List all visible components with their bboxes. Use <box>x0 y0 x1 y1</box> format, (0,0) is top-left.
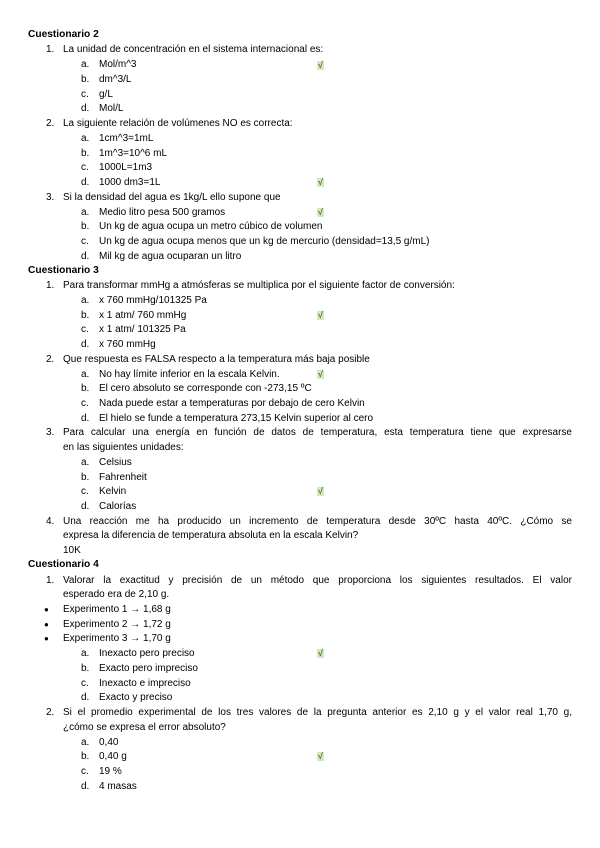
question-text: en las siguientes unidades: <box>63 442 184 453</box>
question-text: Valorar la exactitud y precisión de un método que proporciona los siguientes resultados. El valor <box>63 575 572 586</box>
option-letter: b. <box>81 148 90 159</box>
option-letter: d. <box>81 103 90 114</box>
bullet-icon: ● <box>44 605 49 614</box>
option-letter: c. <box>81 678 89 689</box>
option-text: Inexacto pero preciso <box>99 648 195 659</box>
option-text: 1cm^3=1mL <box>99 133 154 144</box>
option-letter: c. <box>81 236 89 247</box>
option-text: 1000 dm3=1L <box>99 177 161 188</box>
option-letter: d. <box>81 501 90 512</box>
question-text: Si la densidad del agua es 1kg/L ello supone que <box>63 192 281 203</box>
question-number: 1. <box>46 575 55 586</box>
option-letter: d. <box>81 413 90 424</box>
option-letter: d. <box>81 781 90 792</box>
option-text: 0,40 <box>99 737 119 748</box>
option-letter: b. <box>81 221 90 232</box>
correct-check-icon: √ <box>318 486 323 496</box>
option-letter: a. <box>81 737 90 748</box>
option-letter: a. <box>81 133 90 144</box>
option-text: x 1 atm/ 101325 Pa <box>99 324 186 335</box>
option-text: 4 masas <box>99 781 137 792</box>
question-text: Si el promedio experimental de los tres valores de la pregunta anterior es 2,10 g y el valor real 1,70 g, <box>63 707 572 718</box>
correct-check-icon: √ <box>318 177 323 187</box>
option-letter: a. <box>81 207 90 218</box>
section-title: Cuestionario 4 <box>28 559 99 570</box>
correct-check-icon: √ <box>318 207 323 217</box>
option-text: 1m^3=10^6 mL <box>99 148 168 159</box>
question-number: 1. <box>46 280 55 291</box>
option-text: x 760 mmHg/101325 Pa <box>99 295 207 306</box>
option-text: Inexacto e impreciso <box>99 678 191 689</box>
option-text: x 760 mmHg <box>99 339 156 350</box>
option-letter: d. <box>81 339 90 350</box>
bullet-text: Experimento 3 → 1,70 g <box>63 633 171 644</box>
correct-check-icon: √ <box>318 751 323 761</box>
question-number: 2. <box>46 354 55 365</box>
bullet-icon: ● <box>44 634 49 643</box>
option-letter: a. <box>81 369 90 380</box>
option-letter: c. <box>81 324 89 335</box>
question-text: La unidad de concentración en el sistema internacional es: <box>63 44 324 55</box>
option-text: dm^3/L <box>99 74 132 85</box>
question-number: 4. <box>46 516 55 527</box>
option-letter: b. <box>81 310 90 321</box>
option-letter: d. <box>81 692 90 703</box>
option-text: 1000L=1m3 <box>99 162 153 173</box>
option-letter: c. <box>81 486 89 497</box>
option-letter: c. <box>81 89 89 100</box>
option-text: Exacto pero impreciso <box>99 663 198 674</box>
question-text: Para transformar mmHg a atmósferas se multiplica por el siguiente factor de conversión: <box>63 280 455 291</box>
option-text: El hielo se funde a temperatura 273,15 Kelvin superior al cero <box>99 413 374 424</box>
question-text: expresa la diferencia de temperatura absoluta en la escala Kelvin? <box>63 530 359 541</box>
option-letter: c. <box>81 766 89 777</box>
option-letter: a. <box>81 295 90 306</box>
option-text: Nada puede estar a temperaturas por debajo de cero Kelvin <box>99 398 365 409</box>
option-letter: a. <box>81 457 90 468</box>
bullet-text: Experimento 1 → 1,68 g <box>63 604 171 615</box>
option-text: Un kg de agua ocupa un metro cúbico de volumen <box>99 221 323 232</box>
option-letter: a. <box>81 648 90 659</box>
option-letter: a. <box>81 59 90 70</box>
question-text: Una reacción me ha producido un incremento de temperatura desde 30ºC hasta 40ºC. ¿Cómo se <box>63 516 572 527</box>
question-text: Para calcular una energía en función de datos de temperatura, esta temperatura tiene que expresarse <box>63 427 572 438</box>
option-letter: b. <box>81 383 90 394</box>
option-letter: b. <box>81 751 90 762</box>
option-letter: d. <box>81 177 90 188</box>
section-title: Cuestionario 3 <box>28 265 99 276</box>
option-letter: c. <box>81 162 89 173</box>
section-title: Cuestionario 2 <box>28 29 99 40</box>
option-text: Mol/m^3 <box>99 59 137 70</box>
option-text: Calorías <box>99 501 137 512</box>
option-letter: d. <box>81 251 90 262</box>
option-text: 0,40 g <box>99 751 127 762</box>
answer-text: 10K <box>63 545 81 556</box>
question-number: 1. <box>46 44 55 55</box>
option-text: Un kg de agua ocupa menos que un kg de mercurio (densidad=13,5 g/mL) <box>99 236 430 247</box>
option-text: El cero absoluto se corresponde con -273,15 ºC <box>99 383 312 394</box>
question-number: 3. <box>46 427 55 438</box>
question-number: 3. <box>46 192 55 203</box>
option-text: Mol/L <box>99 103 124 114</box>
correct-check-icon: √ <box>318 648 323 658</box>
question-text: esperado era de 2,10 g. <box>63 589 170 600</box>
option-text: No hay límite inferior en la escala Kelvin. <box>99 369 280 380</box>
option-text: 19 % <box>99 766 122 777</box>
question-text: La siguiente relación de volúmenes NO es correcta: <box>63 118 293 129</box>
option-text: Exacto y preciso <box>99 692 173 703</box>
option-letter: b. <box>81 74 90 85</box>
option-text: g/L <box>99 89 113 100</box>
option-text: x 1 atm/ 760 mmHg <box>99 310 187 321</box>
bullet-text: Experimento 2 → 1,72 g <box>63 619 171 630</box>
question-text: Que respuesta es FALSA respecto a la temperatura más baja posible <box>63 354 370 365</box>
option-letter: b. <box>81 663 90 674</box>
question-text: ¿cómo se expresa el error absoluto? <box>63 722 226 733</box>
option-letter: c. <box>81 398 89 409</box>
question-number: 2. <box>46 118 55 129</box>
option-letter: b. <box>81 472 90 483</box>
option-text: Kelvin <box>99 486 127 497</box>
option-text: Medio litro pesa 500 gramos <box>99 207 226 218</box>
option-text: Fahrenheit <box>99 472 147 483</box>
correct-check-icon: √ <box>318 60 323 70</box>
correct-check-icon: √ <box>318 369 323 379</box>
bullet-icon: ● <box>44 620 49 629</box>
option-text: Celsius <box>99 457 132 468</box>
correct-check-icon: √ <box>318 310 323 320</box>
option-text: Mil kg de agua ocuparan un litro <box>99 251 242 262</box>
question-number: 2. <box>46 707 55 718</box>
